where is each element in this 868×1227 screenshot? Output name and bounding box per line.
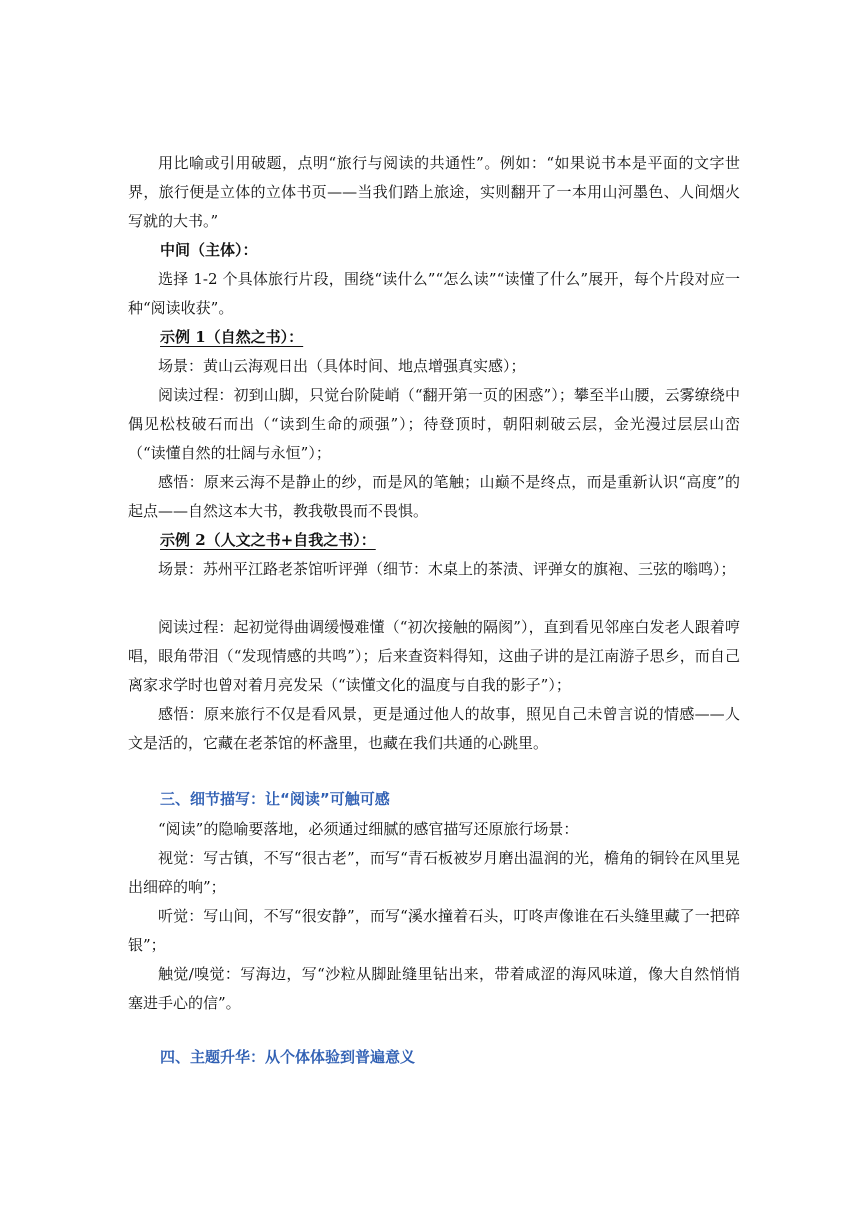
example1-process: 阅读过程：初到山脚，只觉台阶陡峭（“翻开第一页的困惑”）；攀至半山腰，云雾缭绕中偶见松枝破石而出（“读到生命的顽强”）；待登顶时，朝阳刺破云层，金光漫过层层山峦（“读懂自然的壮阔与永恒”）； bbox=[128, 386, 740, 462]
example1-scene: 场景：黄山云海观日出（具体时间、地点增强真实感）； bbox=[158, 357, 526, 375]
example2-scene: 场景：苏州平江路老茶馆听评弹（细节：木桌上的茶渍、评弹女的旗袍、三弦的嗡鸣）； bbox=[158, 560, 736, 578]
example1-heading: 示例 1（自然之书）： bbox=[160, 328, 304, 346]
example2-insight: 感悟：原来旅行不仅是看风景，更是通过他人的故事，照见自己未曾言说的情感——人文是活的，它藏在老茶馆的杯盏里，也藏在我们共通的心跳里。 bbox=[128, 705, 740, 752]
section3-hearing: 听觉：写山间，不写“很安静”，而写“溪水撞着石头，叮咚声像谁在石头缝里藏了一把碎银”； bbox=[128, 907, 740, 954]
middle-paragraph: 选择 1-2 个具体旅行片段，围绕“读什么”“怎么读”“读懂了什么”展开，每个片段对应一种“阅读收获”。 bbox=[128, 270, 740, 317]
section4-heading: 四、主题升华：从个体体验到普遍意义 bbox=[160, 1048, 416, 1066]
section3-heading: 三、细节描写：让“阅读”可触可感 bbox=[160, 790, 390, 808]
example2-heading: 示例 2（人文之书+自我之书）： bbox=[160, 531, 376, 549]
section3-touch: 触觉/嗅觉：写海边，写“沙粒从脚趾缝里钻出来，带着咸涩的海风味道，像大自然悄悄塞进手心的信”。 bbox=[128, 965, 740, 1012]
middle-heading: 中间（主体）： bbox=[160, 241, 258, 259]
section3-intro: “阅读”的隐喻要落地，必须通过细腻的感官描写还原旅行场景： bbox=[158, 820, 579, 838]
intro-paragraph: 用比喻或引用破题，点明“旅行与阅读的共通性”。例如：“如果说书本是平面的文字世界，旅行便是立体的立体书页——当我们踏上旅途，实则翻开了一本用山河墨色、人间烟火写就的大书。” bbox=[128, 154, 740, 230]
example1-insight: 感悟：原来云海不是静止的纱，而是风的笔触；山巅不是终点，而是重新认识“高度”的起点——自然这本大书，教我敬畏而不畏惧。 bbox=[128, 473, 740, 520]
section3-visual: 视觉：写古镇，不写“很古老”，而写“青石板被岁月磨出温润的光，檐角的铜铃在风里晃出细碎的响”； bbox=[128, 849, 740, 896]
example2-process: 阅读过程：起初觉得曲调缓慢难懂（“初次接触的隔阂”），直到看见邻座白发老人跟着哼唱，眼角带泪（“发现情感的共鸣”）；后来查资料得知，这曲子讲的是江南游子思乡，而自己离家求学时也曾对着月亮发呆（“读懂文化的温度与自我的影子”）； bbox=[128, 618, 740, 694]
